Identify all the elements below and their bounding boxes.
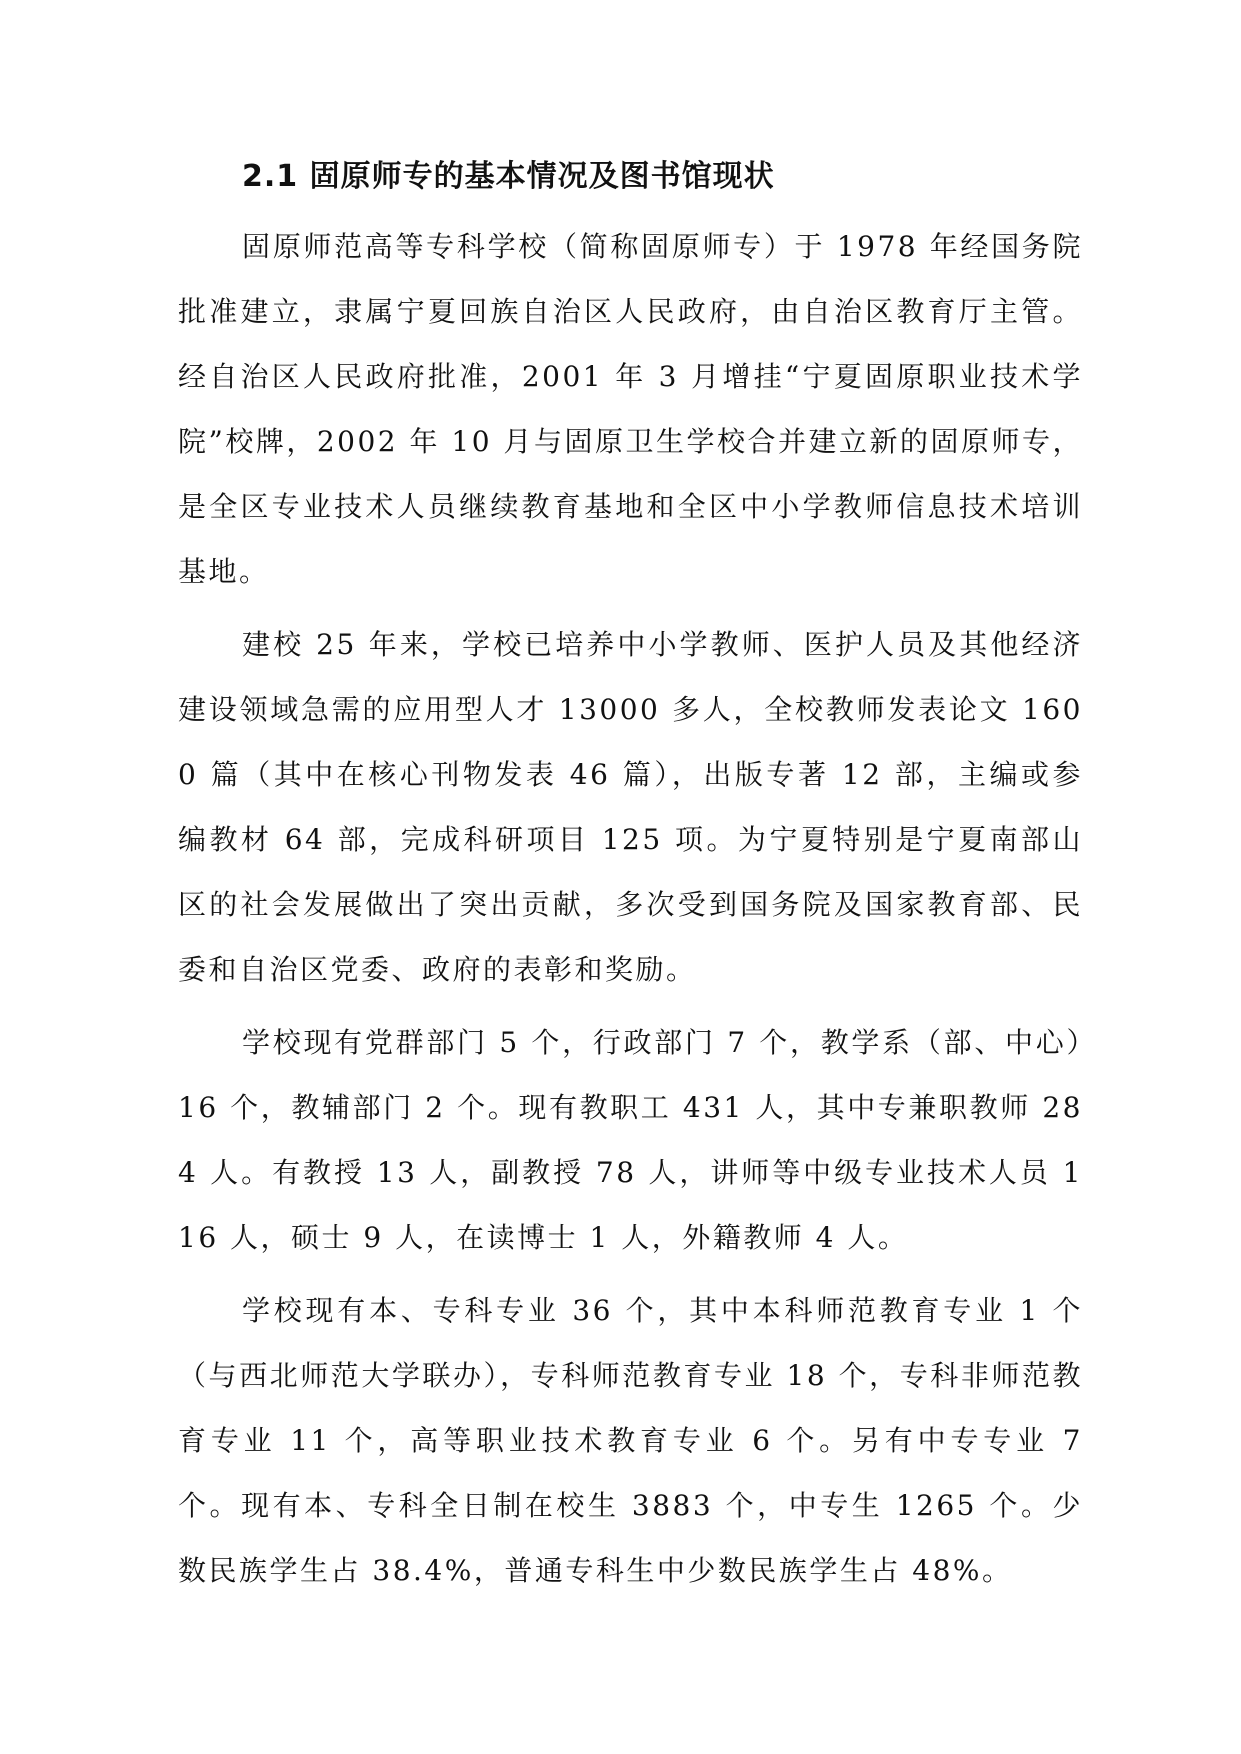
paragraph-majors: 学校现有本、专科专业 36 个，其中本科师范教育专业 1 个（与西北师范大学联办），专科师范教育专业 18 个，专科非师范教育专业 11 个，高等职业技术教育专业 6 个。另有中专专业 7 个。现有本、专科全日制在校生 3883 个，中专生 1265 个。少数民族学生占 38.4%，普通专科生中少数民族学生占 48%。 <box>178 1294 1083 1587</box>
paragraph-achievements: 建校 25 年来，学校已培养中小学教师、医护人员及其他经济建设领域急需的应用型人才 13000 多人，全校教师发表论文 1600 篇（其中在核心刊物发表 46 篇），出版专著 12 部，主编或参编教材 64 部，完成科研项目 125 项。为宁夏特别是宁夏南部山区的社会发展做出了突出贡献，多次受到国务院及国家教育部、民委和自治区党委、政府的表彰和奖励。 <box>178 628 1083 986</box>
paragraph-staff: 学校现有党群部门 5 个，行政部门 7 个，教学系（部、中心）16 个，教辅部门 2 个。现有教职工 431 人，其中专兼职教师 284 人。有教授 13 人，副教授 78 人，讲师等中级专业技术人员 116 人，硕士 9 人，在读博士 1 人，外籍教师 4 人。 <box>178 1026 1083 1254</box>
document-page <box>178 150 1083 1611</box>
section-heading: 2.1 固原师专的基本情况及图书馆现状 <box>242 159 775 194</box>
paragraph-school-overview: 固原师范高等专科学校（简称固原师专）于 1978 年经国务院批准建立，隶属宁夏回族自治区人民政府，由自治区教育厅主管。经自治区人民政府批准，2001 年 3 月增挂“宁夏固原职业技术学院”校牌，2002 年 10 月与固原卫生学校合并建立新的固原师专，是全区专业技术人员继续教育基地和全区中小学教师信息技术培训基地。 <box>178 230 1083 588</box>
